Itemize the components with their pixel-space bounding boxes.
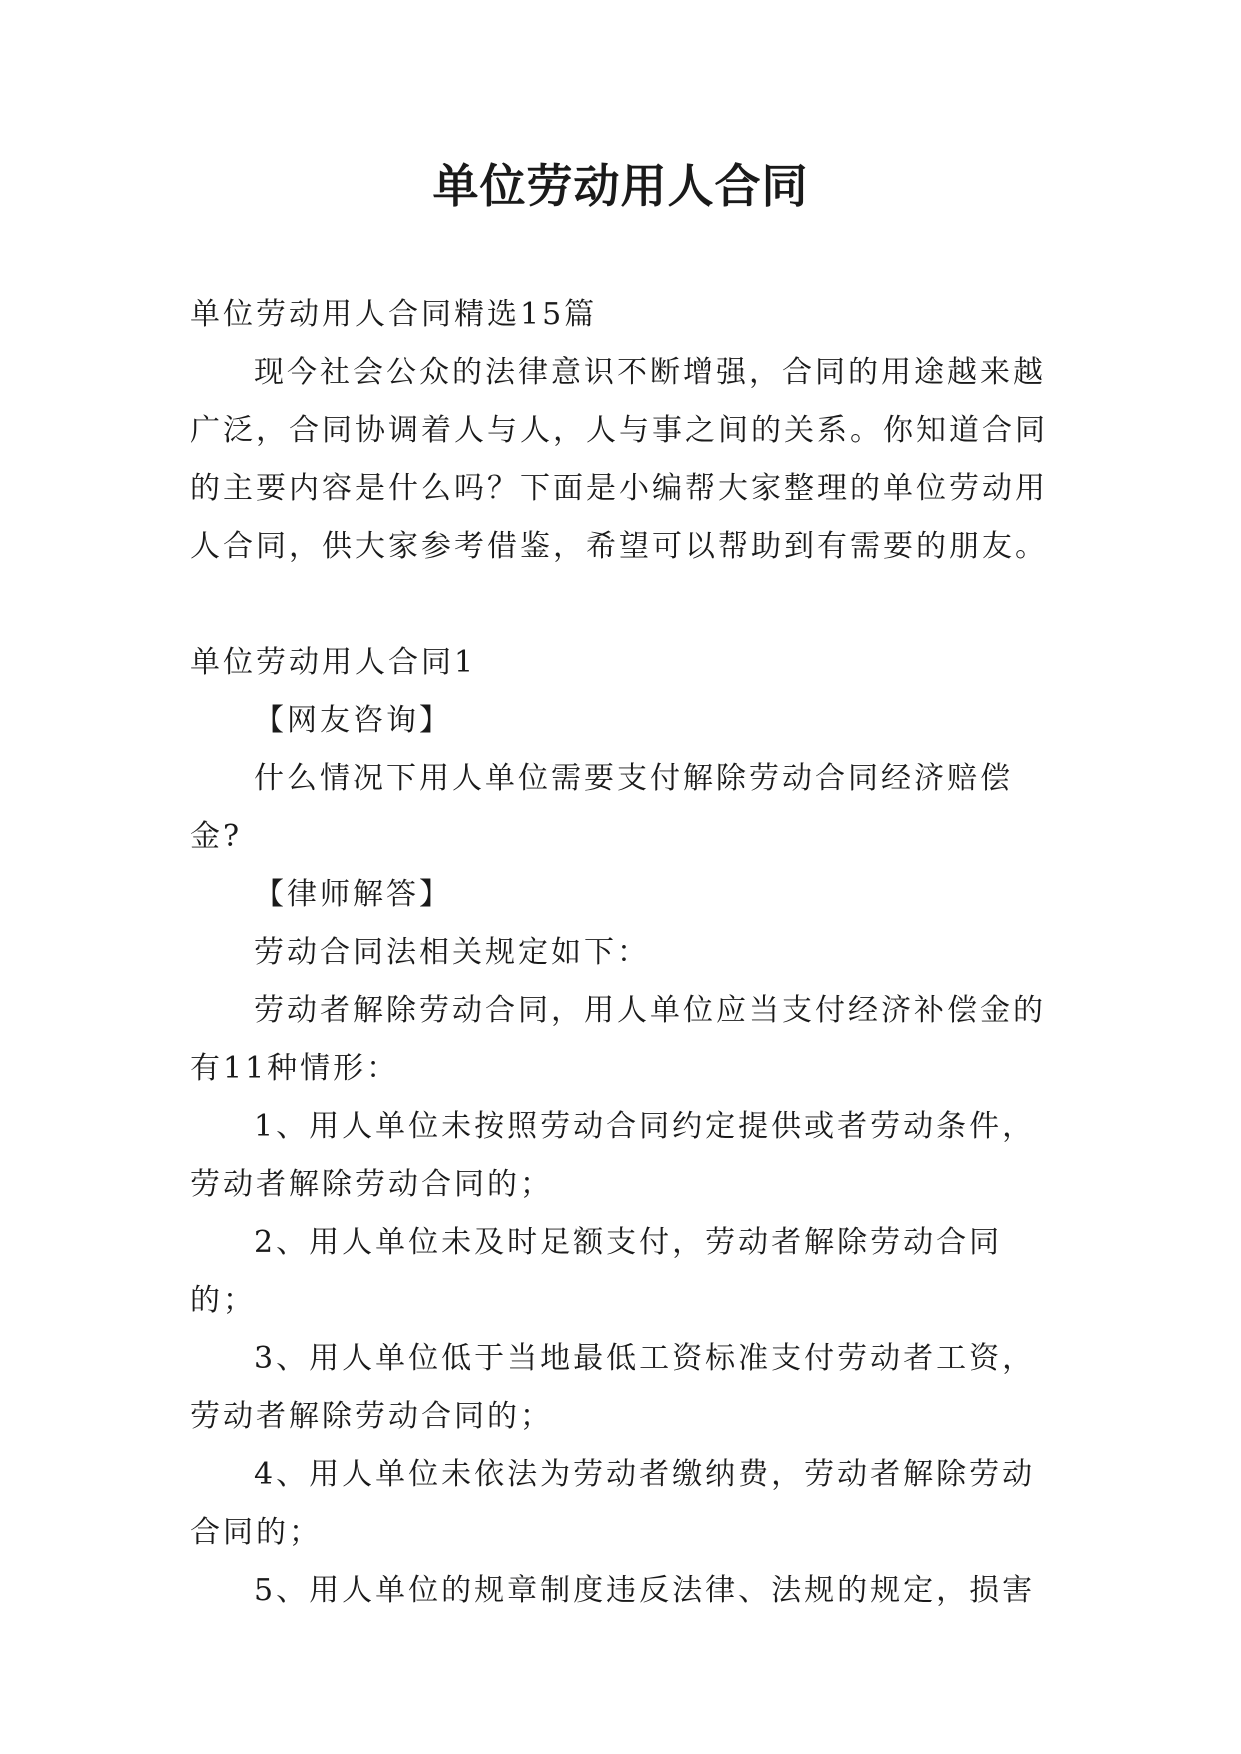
paragraph-cases-intro: 劳动者解除劳动合同，用人单位应当支付经济补偿金的有11种情形： (190, 993, 1046, 1086)
list-item-4: 4、用人单位未依法为劳动者缴纳费，劳动者解除劳动合同的； (190, 1457, 1036, 1550)
paragraph-gap (190, 576, 1060, 634)
list-item-1: 1、用人单位未按照劳动合同约定提供或者劳动条件，劳动者解除劳动合同的； (190, 1109, 1036, 1202)
document-body (190, 286, 1060, 1620)
paragraph-question: 什么情况下用人单位需要支付解除劳动合同经济赔偿金? (190, 761, 1013, 854)
document-title: 单位劳动用人合同 (432, 159, 809, 213)
paragraph-subtitle: 单位劳动用人合同精选15篇 (190, 297, 598, 332)
paragraph-law-intro: 劳动合同法相关规定如下： (254, 935, 650, 970)
list-item-3: 3、用人单位低于当地最低工资标准支付劳动者工资，劳动者解除劳动合同的； (190, 1341, 1036, 1434)
section-heading: 单位劳动用人合同1 (190, 645, 477, 680)
paragraph-answer-label: 【律师解答】 (254, 877, 452, 912)
list-item-2: 2、用人单位未及时足额支付，劳动者解除劳动合同的； (190, 1225, 1003, 1318)
list-item-5: 5、用人单位的规章制度违反法律、法规的规定，损害 (254, 1573, 1036, 1608)
paragraph-intro: 现今社会公众的法律意识不断增强，合同的用途越来越广泛，合同协调着人与人，人与事之间的关系。你知道合同的主要内容是什么吗？下面是小编帮大家整理的单位劳动用人合同，供大家参考借鉴，希望可以帮助到有需要的朋友。 (190, 355, 1048, 564)
paragraph-question-label: 【网友咨询】 (254, 703, 452, 738)
